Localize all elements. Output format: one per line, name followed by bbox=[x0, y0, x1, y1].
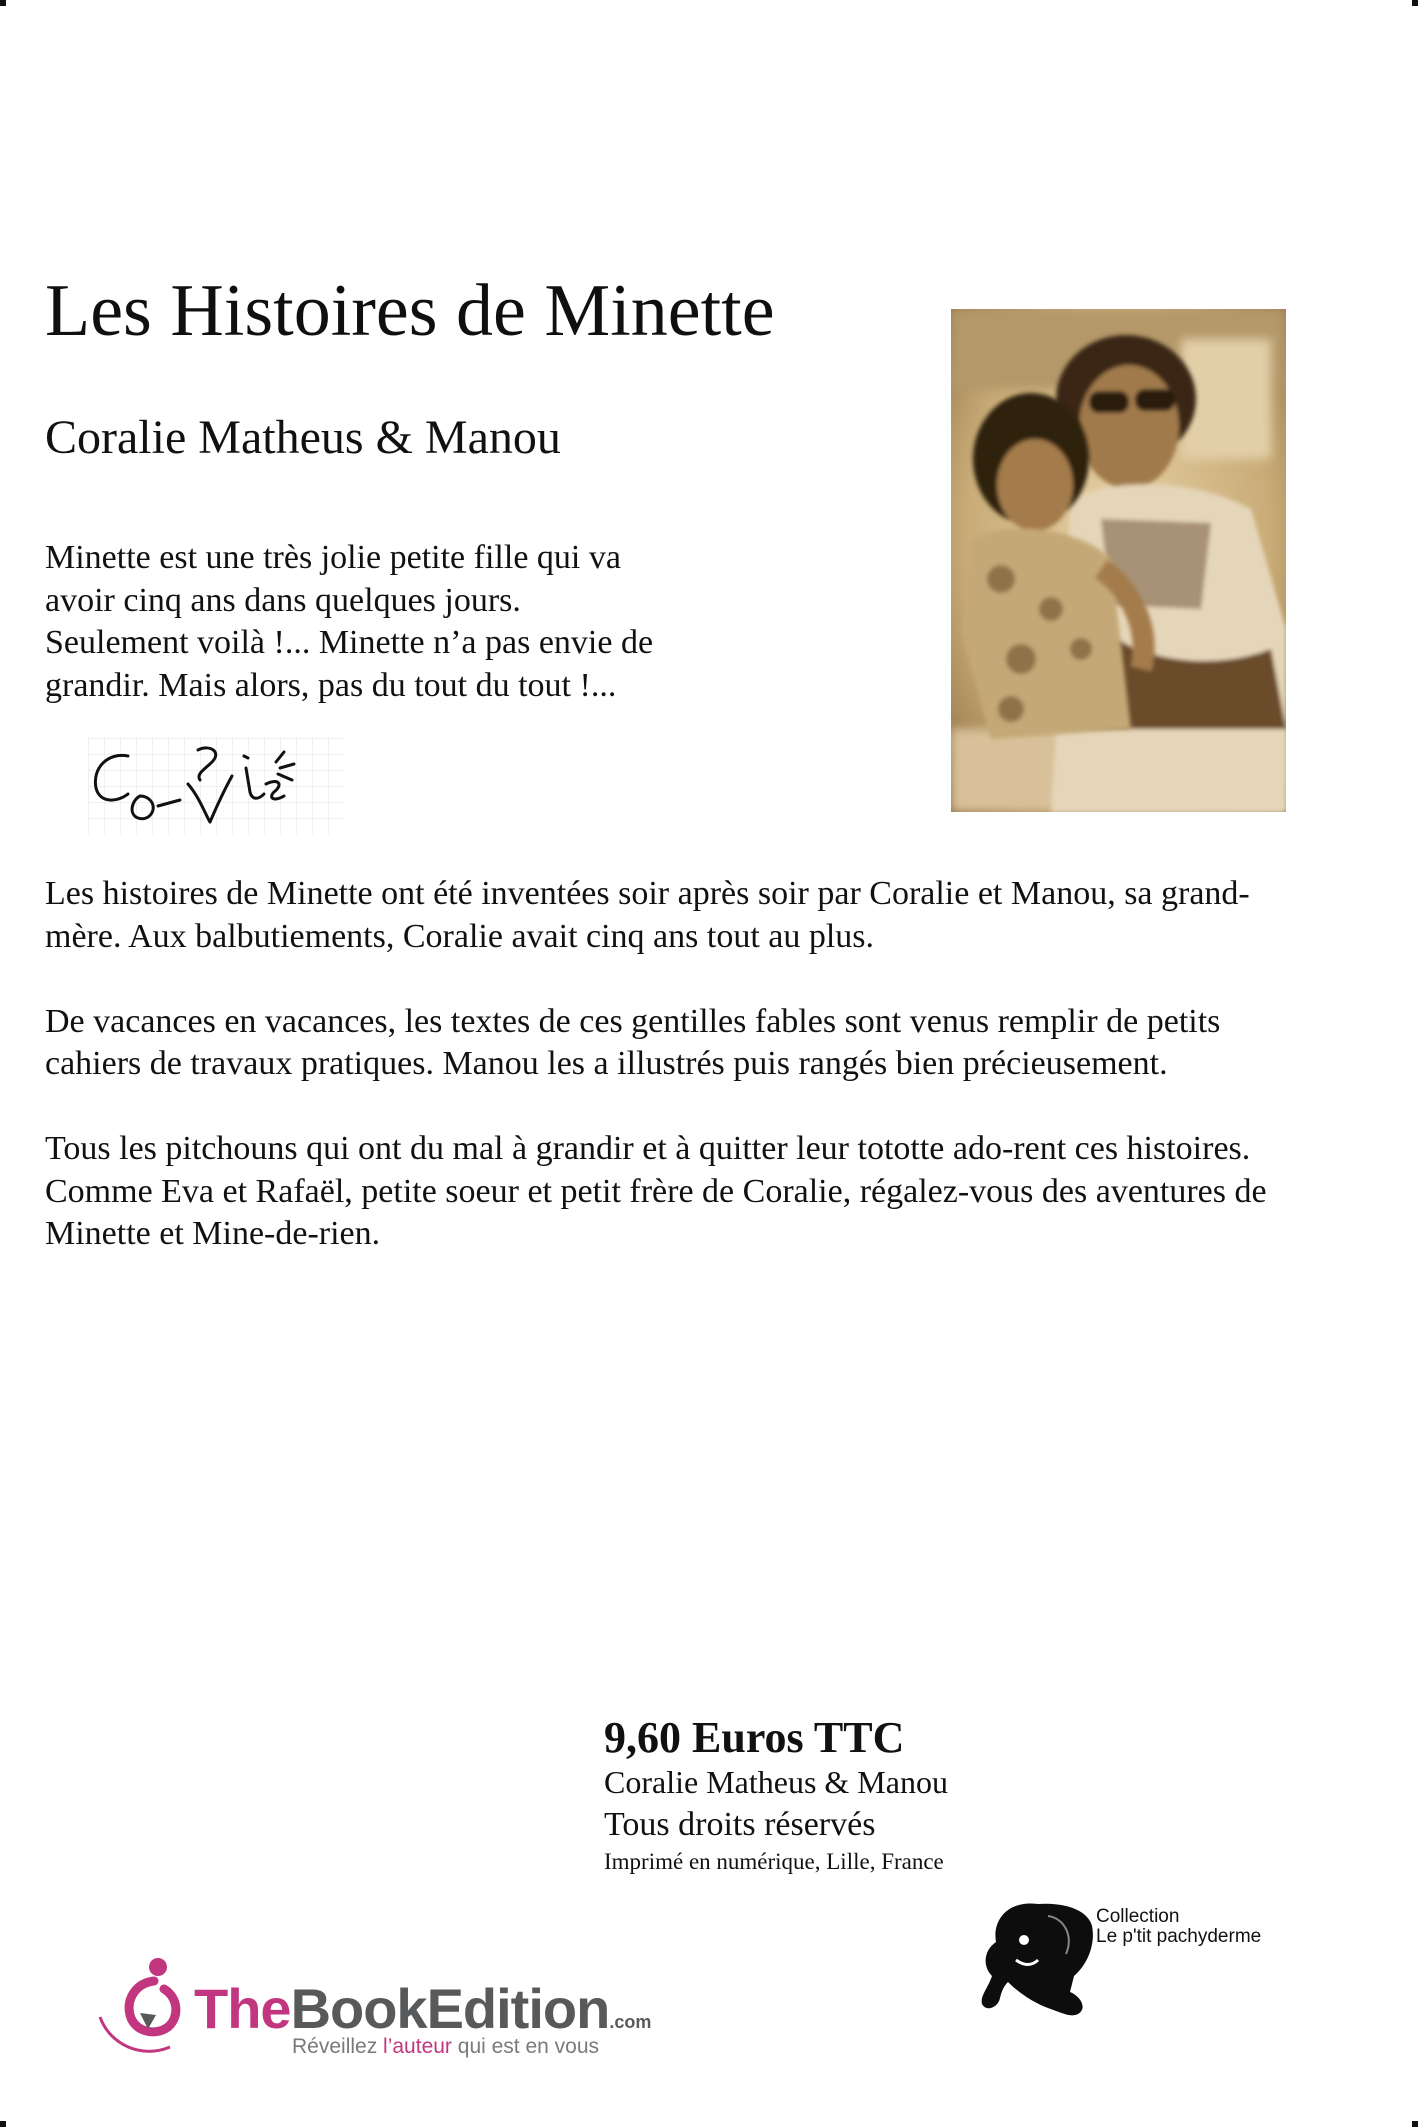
book-title: Les Histoires de Minette bbox=[45, 270, 775, 352]
publisher-emblem-icon bbox=[96, 1955, 196, 2055]
crop-mark-top-right bbox=[1412, 0, 1418, 6]
intro-line: Minette est une très jolie petite fille qui va bbox=[45, 539, 621, 576]
description-paragraph: Comme Eva et Rafaël, petite soeur et petit frère de Coralie, régalez-vous des aventures de Minette et Mine-de-rien. bbox=[45, 1172, 1267, 1252]
description-paragraph: De vacances en vacances, les textes de ces gentilles fables sont venus remplir de petits cahiers de travaux pratiques. Manou les a illustrés puis rangés bien précieusement. bbox=[45, 1002, 1221, 1082]
intro-line: grandir. Mais alors, pas du tout du tout !... bbox=[45, 666, 617, 704]
crop-mark-bottom-right bbox=[1412, 2121, 1418, 2127]
intro-line: Seulement voilà !... Minette n’a pas envie de bbox=[45, 624, 654, 661]
crop-mark-bottom-left bbox=[0, 2121, 6, 2127]
description-paragraph: Les histoires de Minette ont été inventées soir après soir par Coralie et Manou, sa grand-mère. Aux balbutiements, Coralie avait cinq ans tout au plus. bbox=[45, 875, 1250, 955]
rights-reserved: Tous droits réservés bbox=[604, 1806, 876, 1843]
printing-info: Imprimé en numérique, Lille, France bbox=[604, 1849, 944, 1874]
description-text bbox=[45, 873, 1305, 1256]
intro-line: avoir cinq ans dans quelques jours. bbox=[45, 581, 521, 619]
collection-line-1: Collection bbox=[1096, 1906, 1180, 1927]
tagline-highlight: l’auteur bbox=[383, 2035, 452, 2058]
tagline-after: qui est en vous bbox=[451, 2035, 600, 2058]
handwritten-signature bbox=[88, 738, 343, 834]
tagline-before: Réveillez bbox=[292, 2035, 384, 2058]
publisher-logo bbox=[96, 1955, 696, 2075]
publisher-tagline bbox=[292, 2035, 599, 2059]
author-photo bbox=[951, 309, 1286, 812]
sepia-photo-icon bbox=[951, 309, 1286, 812]
copyright-author: Coralie Matheus & Manou bbox=[604, 1764, 948, 1800]
collection-label bbox=[1096, 1907, 1261, 1947]
elephant-icon bbox=[978, 1896, 1098, 2021]
crop-mark-top-left bbox=[0, 0, 6, 6]
description-paragraph: Tous les pitchouns qui ont du mal à grandir et à quitter leur tototte ado-rent ces histoires. bbox=[45, 1130, 1251, 1167]
intro-text bbox=[45, 537, 825, 707]
brand-book: BookEdition bbox=[290, 1977, 610, 2040]
collection-line-2: Le p'tit pachyderme bbox=[1096, 1926, 1262, 1947]
brand-com: .com bbox=[609, 2012, 652, 2032]
brand-the: The bbox=[194, 1977, 291, 2040]
book-authors: Coralie Matheus & Manou bbox=[45, 411, 561, 464]
price: 9,60 Euros TTC bbox=[604, 1713, 905, 1762]
